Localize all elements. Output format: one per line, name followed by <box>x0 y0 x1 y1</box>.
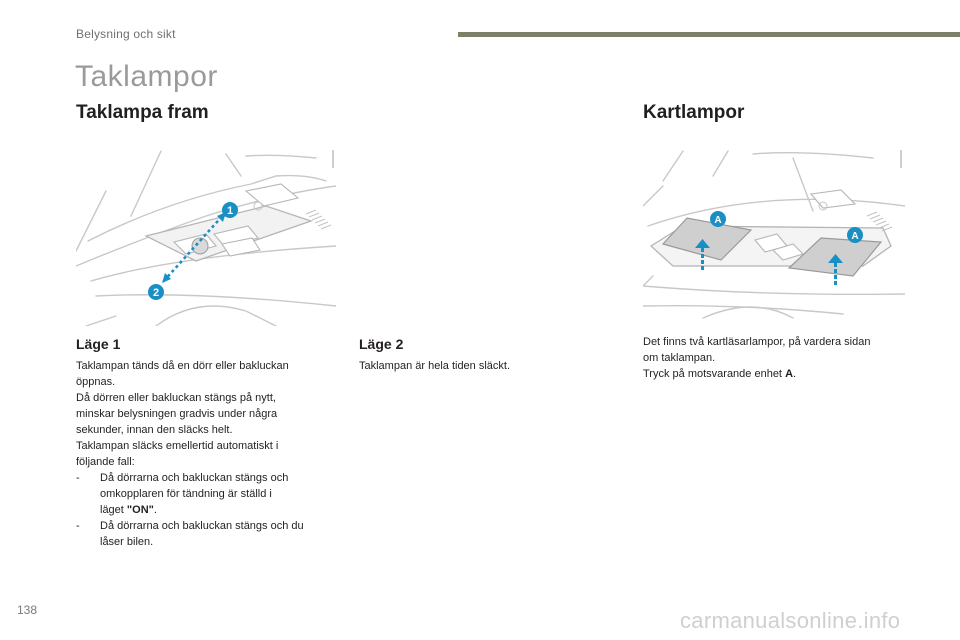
bullet-item <box>76 518 338 550</box>
callout-a-right <box>847 227 863 243</box>
bullet-item <box>76 470 338 518</box>
mode1-heading: Läge 1 <box>76 336 121 352</box>
mode1-line: minskar belysningen gradvis under några <box>76 408 278 420</box>
instruction-text: Tryck på motsvarande enhet <box>643 368 786 380</box>
map-lights-heading: Kartlampor <box>643 102 745 123</box>
bullet-dash: - <box>76 472 80 484</box>
callout-a-left <box>710 211 726 227</box>
bullet-dash: - <box>76 520 80 532</box>
map-lights-line: Det finns två kartläsarlampor, på vardera sidan <box>643 336 871 348</box>
map-lights-text <box>643 334 913 382</box>
front-light-heading: Taklampa fram <box>76 102 209 123</box>
mode1-line: öppnas. <box>76 376 116 388</box>
callout-1 <box>222 202 238 218</box>
watermark: carmanualsonline.info <box>680 608 901 633</box>
callout-2 <box>148 284 164 300</box>
svg-text:A: A <box>714 215 722 226</box>
instruction-punct: . <box>793 368 797 380</box>
section-label: Belysning och sikt <box>76 27 176 41</box>
map-lights-line: om taklampan. <box>643 352 716 364</box>
front-ceiling-light-illustration <box>76 146 336 326</box>
mode1-line: Taklampan tänds då en dörr eller bakluckan <box>76 360 289 372</box>
bullet-punct: . <box>153 504 157 516</box>
mode1-line: Då dörren eller bakluckan stängs på nytt, <box>76 392 276 404</box>
bullet-line: låser bilen. <box>100 536 154 548</box>
mode1-line: sekunder, innan den släcks helt. <box>76 424 233 436</box>
header-accent-bar <box>458 32 960 37</box>
mode1-text <box>76 358 338 550</box>
mode1-line: Taklampan släcks emellertid automatiskt i <box>76 440 279 452</box>
bullet-line: omkopplaren för tändning är ställd i <box>100 488 272 500</box>
bullet-line: Då dörrarna och bakluckan stängs och <box>100 472 289 484</box>
page-number: 138 <box>17 603 38 617</box>
page-title: Taklampor <box>75 60 218 93</box>
bullet-line: läget <box>100 504 127 516</box>
unit-a-label: A <box>785 368 794 380</box>
svg-text:1: 1 <box>226 205 234 217</box>
bullet-line: Då dörrarna och bakluckan stängs och du <box>100 520 304 532</box>
svg-text:2: 2 <box>152 287 160 299</box>
mode1-line: följande fall: <box>76 456 135 468</box>
mode2-heading: Läge 2 <box>359 336 404 352</box>
map-lights-illustration <box>643 146 905 326</box>
on-label: "ON" <box>126 504 154 516</box>
mode2-text: Taklampan är hela tiden släckt. <box>359 360 511 372</box>
svg-text:A: A <box>851 231 859 242</box>
